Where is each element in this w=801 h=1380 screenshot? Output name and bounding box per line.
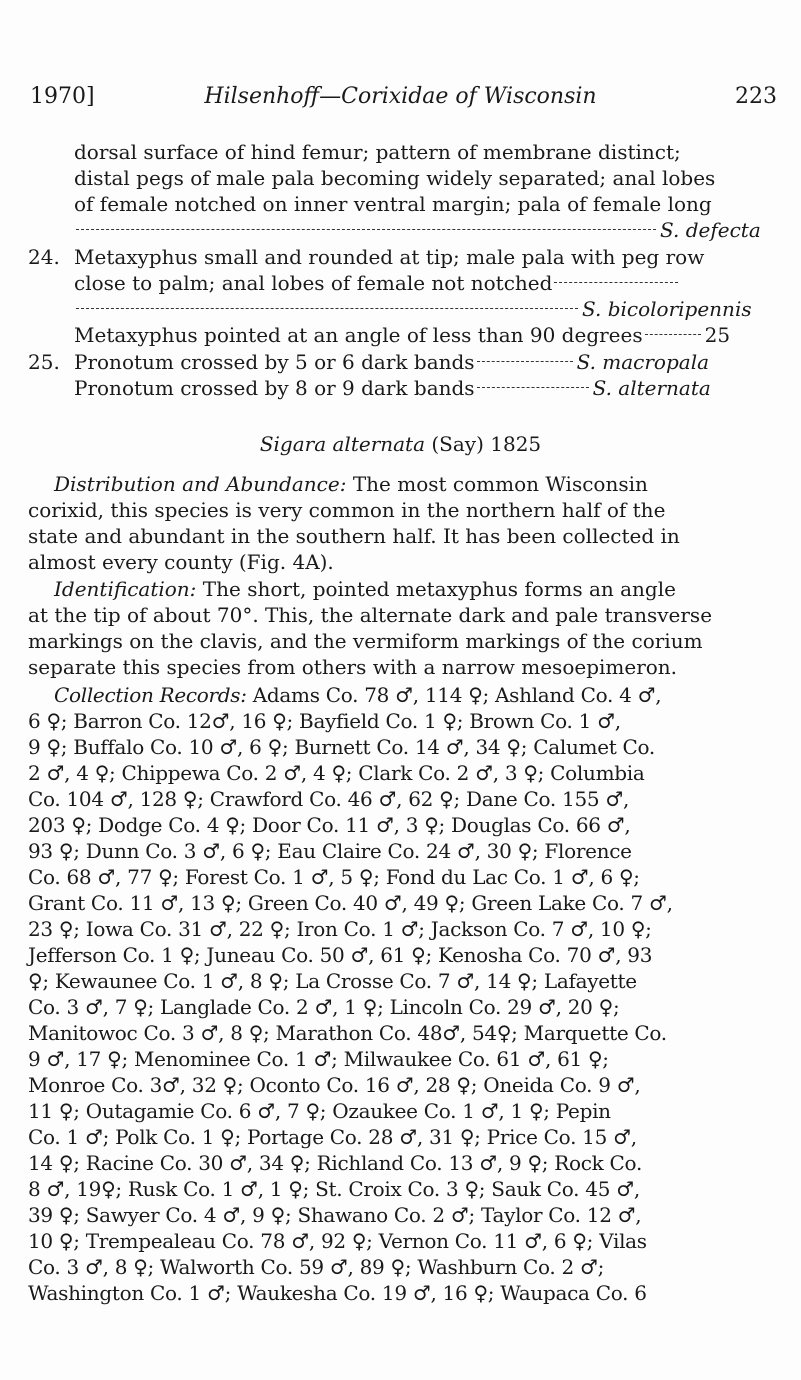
section-label: Identification:	[54, 577, 197, 601]
key-text: close to palm; anal lobes of female not notched	[74, 271, 553, 295]
record-line: Monroe Co. 3♂, 32 ♀; Oconto Co. 16 ♂, 28 ♀; Oneida Co. 9 ♂,	[28, 1073, 641, 1097]
key-line	[74, 350, 709, 374]
paragraph-text: The short, pointed metaxyphus forms an angle	[202, 577, 676, 601]
record-line: 2 ♂, 4 ♀; Chippewa Co. 2 ♂, 4 ♀; Clark Co. 2 ♂, 3 ♀; Columbia	[28, 761, 645, 785]
paragraph-line: at the tip of about 70°. This, the alternate dark and pale transverse	[28, 603, 713, 627]
key-text: Pronotum crossed by 8 or 9 dark bands	[74, 376, 475, 400]
record-line: 39 ♀; Sawyer Co. 4 ♂, 9 ♀; Shawano Co. 2 ♂; Taylor Co. 12 ♂,	[28, 1203, 642, 1227]
paragraph-line	[54, 577, 777, 601]
record-line: 93 ♀; Dunn Co. 3 ♂, 6 ♀; Eau Claire Co. 24 ♂, 30 ♀; Florence	[28, 839, 632, 863]
record-line: Co. 1 ♂; Polk Co. 1 ♀; Portage Co. 28 ♂, 31 ♀; Price Co. 15 ♂,	[28, 1125, 637, 1149]
key-result: S. macropala	[576, 350, 710, 374]
key-line	[74, 271, 682, 295]
record-line: 23 ♀; Iowa Co. 31 ♂, 22 ♀; Iron Co. 1 ♂; Jackson Co. 7 ♂, 10 ♀;	[28, 917, 652, 941]
key-text: Metaxyphus pointed at an angle of less than 90 degrees	[74, 323, 643, 347]
paragraph-text: The most common Wisconsin	[352, 472, 648, 496]
dot-leader	[554, 280, 678, 283]
key-line	[74, 297, 752, 321]
record-line: Co. 104 ♂, 128 ♀; Crawford Co. 46 ♂, 62 ♀; Dane Co. 155 ♂,	[28, 787, 630, 811]
record-line: 9 ♂, 17 ♀; Menominee Co. 1 ♂; Milwaukee Co. 61 ♂, 61 ♀;	[28, 1047, 609, 1071]
key-result: S. alternata	[592, 376, 711, 400]
record-line: Washington Co. 1 ♂; Waukesha Co. 19 ♂, 16 ♀; Waupaca Co. 6	[28, 1281, 647, 1305]
paragraph-text: Adams Co. 78 ♂, 114 ♀; Ashland Co. 4 ♂,	[252, 683, 662, 707]
dot-leader	[76, 306, 578, 309]
header-year: 1970]	[30, 84, 95, 109]
species-authority: (Say) 1825	[431, 432, 542, 456]
key-line: of female notched on inner ventral margin; pala of female long	[74, 192, 712, 216]
key-result: S. defecta	[660, 218, 761, 242]
record-line: Jefferson Co. 1 ♀; Juneau Co. 50 ♂, 61 ♀; Kenosha Co. 70 ♂, 93	[28, 943, 653, 967]
record-line: 11 ♀; Outagamie Co. 6 ♂, 7 ♀; Ozaukee Co. 1 ♂, 1 ♀; Pepin	[28, 1099, 611, 1123]
species-heading	[0, 432, 801, 456]
paragraph-line	[54, 472, 777, 496]
key-line: Metaxyphus small and rounded at tip; male pala with peg row	[74, 245, 705, 269]
key-couplet-ref: 25	[704, 323, 731, 347]
paragraph-line: state and abundant in the southern half. It has been collected in	[28, 524, 680, 548]
key-line	[74, 376, 711, 400]
header-running-title: Hilsenhoff—Corixidae of Wisconsin	[204, 84, 597, 109]
paragraph-line: almost every county (Fig. 4A).	[28, 550, 334, 574]
key-line	[74, 218, 761, 242]
record-line: Grant Co. 11 ♂, 13 ♀; Green Co. 40 ♂, 49 ♀; Green Lake Co. 7 ♂,	[28, 891, 673, 915]
paragraph-line: corixid, this species is very common in the northern half of the	[28, 498, 666, 522]
species-name: Sigara alternata	[259, 432, 426, 456]
section-label: Collection Records:	[54, 683, 247, 707]
paragraph-line: separate this species from others with a narrow mesoepimeron.	[28, 655, 678, 679]
dot-leader	[477, 359, 573, 362]
record-line: 14 ♀; Racine Co. 30 ♂, 34 ♀; Richland Co. 13 ♂, 9 ♀; Rock Co.	[28, 1151, 642, 1175]
record-line: Co. 3 ♂, 7 ♀; Langlade Co. 2 ♂, 1 ♀; Lincoln Co. 29 ♂, 20 ♀;	[28, 995, 620, 1019]
key-line: distal pegs of male pala becoming widely separated; anal lobes	[74, 166, 716, 190]
record-line: ♀; Kewaunee Co. 1 ♂, 8 ♀; La Crosse Co. 7 ♂, 14 ♀; Lafayette	[28, 969, 637, 993]
key-line: dorsal surface of hind femur; pattern of membrane distinct;	[74, 140, 681, 164]
record-line: 6 ♀; Barron Co. 12♂, 16 ♀; Bayfield Co. 1 ♀; Brown Co. 1 ♂,	[28, 709, 621, 733]
page-number: 223	[735, 84, 777, 109]
key-result: S. bicoloripennis	[582, 297, 752, 321]
record-line: Co. 68 ♂, 77 ♀; Forest Co. 1 ♂, 5 ♀; Fond du Lac Co. 1 ♂, 6 ♀;	[28, 865, 640, 889]
record-line: Manitowoc Co. 3 ♂, 8 ♀; Marathon Co. 48♂, 54♀; Marquette Co.	[28, 1021, 667, 1045]
dot-leader	[477, 385, 589, 388]
record-line: 8 ♂, 19♀; Rusk Co. 1 ♂, 1 ♀; St. Croix Co. 3 ♀; Sauk Co. 45 ♂,	[28, 1177, 640, 1201]
record-line: 9 ♀; Buffalo Co. 10 ♂, 6 ♀; Burnett Co. 14 ♂, 34 ♀; Calumet Co.	[28, 735, 655, 759]
section-label: Distribution and Abundance:	[54, 472, 347, 496]
key-item-number: 25.	[28, 350, 60, 374]
dot-leader	[645, 332, 701, 335]
paragraph-line: markings on the clavis, and the vermiform markings of the corium	[28, 629, 703, 653]
key-text: Pronotum crossed by 5 or 6 dark bands	[74, 350, 475, 374]
dot-leader	[76, 227, 656, 230]
paragraph-line	[54, 683, 777, 707]
key-item-number: 24.	[28, 245, 60, 269]
record-line: 10 ♀; Trempealeau Co. 78 ♂, 92 ♀; Vernon Co. 11 ♂, 6 ♀; Vilas	[28, 1229, 647, 1253]
record-line: Co. 3 ♂, 8 ♀; Walworth Co. 59 ♂, 89 ♀; Washburn Co. 2 ♂;	[28, 1255, 605, 1279]
record-line: 203 ♀; Dodge Co. 4 ♀; Door Co. 11 ♂, 3 ♀; Douglas Co. 66 ♂,	[28, 813, 631, 837]
key-line	[74, 323, 730, 347]
